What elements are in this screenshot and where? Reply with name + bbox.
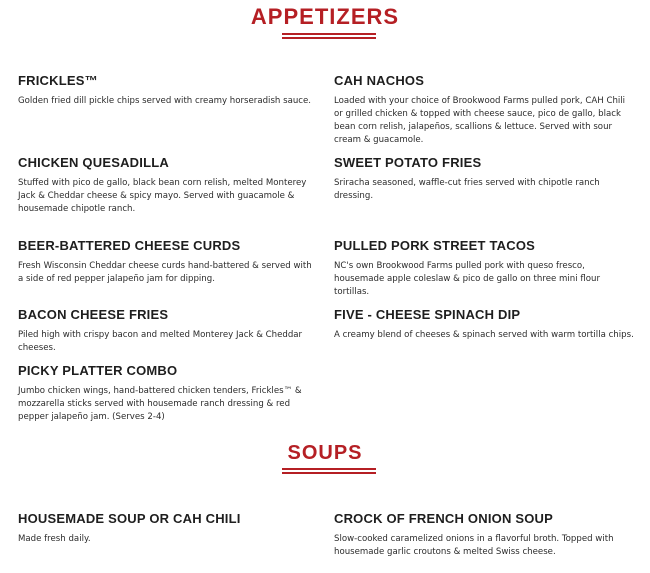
menu-item bbox=[334, 238, 634, 299]
menu-item bbox=[334, 73, 634, 147]
appetizers-title: APPETIZERS bbox=[250, 4, 400, 29]
appetizers-rule-top bbox=[282, 33, 376, 35]
soups-title: SOUPS bbox=[287, 442, 363, 464]
menu-item-name: SWEET POTATO FRIES bbox=[334, 155, 482, 170]
menu-item-description: Sriracha seasoned, waffle-cut fries served with chipotle ranch dressing. bbox=[334, 178, 600, 201]
menu-item bbox=[334, 155, 634, 203]
menu-item bbox=[334, 511, 634, 559]
menu-item-name: FIVE - CHEESE SPINACH DIP bbox=[334, 307, 521, 322]
menu-item-description: Piled high with crispy bacon and melted Monterey Jack & Cheddar cheeses. bbox=[18, 330, 303, 353]
menu-item bbox=[18, 363, 318, 424]
menu-item-name: BEER-BATTERED CHEESE CURDS bbox=[18, 238, 241, 253]
menu-item bbox=[18, 307, 318, 355]
appetizers-rule-bottom bbox=[282, 37, 376, 39]
menu-item bbox=[334, 307, 634, 342]
menu-item-description: Jumbo chicken wings, hand-battered chicken tenders, Frickles™ & mozzarella sticks served with housemade ranch dressing & red pepper jalapeño jam. (Serves 2-4) bbox=[18, 386, 302, 422]
menu-item bbox=[18, 238, 318, 286]
menu-item-name: PULLED PORK STREET TACOS bbox=[334, 238, 536, 253]
menu-item-description: Slow-cooked caramelized onions in a flavorful broth. Topped with housemade garlic croutons & melted Swiss cheese. bbox=[334, 534, 614, 557]
menu-item-description: Loaded with your choice of Brookwood Farms pulled pork, CAH Chili or grilled chicken & topped with cheese sauce, pico de gallo, black bean corn relish, jalapeños, scallions & lettuce. Served with sour cream & guacamole. bbox=[334, 96, 626, 145]
menu-item-name: HOUSEMADE SOUP OR CAH CHILI bbox=[18, 511, 241, 526]
menu-item-description: NC's own Brookwood Farms pulled pork with queso fresco, housemade apple coleslaw & pico de gallo on three mini flour tortillas. bbox=[334, 261, 600, 297]
menu-item-name: CROCK OF FRENCH ONION SOUP bbox=[334, 511, 553, 526]
menu-item-name: FRICKLES™ bbox=[18, 73, 98, 88]
menu-item-name: PICKY PLATTER COMBO bbox=[18, 363, 178, 378]
soups-rule-top bbox=[282, 468, 376, 470]
menu-item-name: BACON CHEESE FRIES bbox=[18, 307, 169, 322]
menu-item-description: Stuffed with pico de gallo, black bean corn relish, melted Monterey Jack & Cheddar cheese & spicy mayo. Served with guacamole & housemade chipotle ranch. bbox=[18, 178, 307, 214]
soups-rule-bottom bbox=[282, 472, 376, 474]
menu-item bbox=[18, 155, 318, 216]
menu-item bbox=[18, 511, 318, 546]
menu-item-description: Made fresh daily. bbox=[18, 534, 91, 544]
menu-item-description: Fresh Wisconsin Cheddar cheese curds hand-battered & served with a side of red pepper jalapeño jam for dipping. bbox=[18, 261, 312, 284]
menu-item bbox=[18, 73, 318, 108]
menu-item-description: Golden fried dill pickle chips served with creamy horseradish sauce. bbox=[18, 96, 312, 106]
menu-item-name: CHICKEN QUESADILLA bbox=[18, 155, 169, 170]
menu-item-description: A creamy blend of cheeses & spinach served with warm tortilla chips. bbox=[334, 330, 634, 340]
menu-item-name: CAH NACHOS bbox=[334, 73, 425, 88]
